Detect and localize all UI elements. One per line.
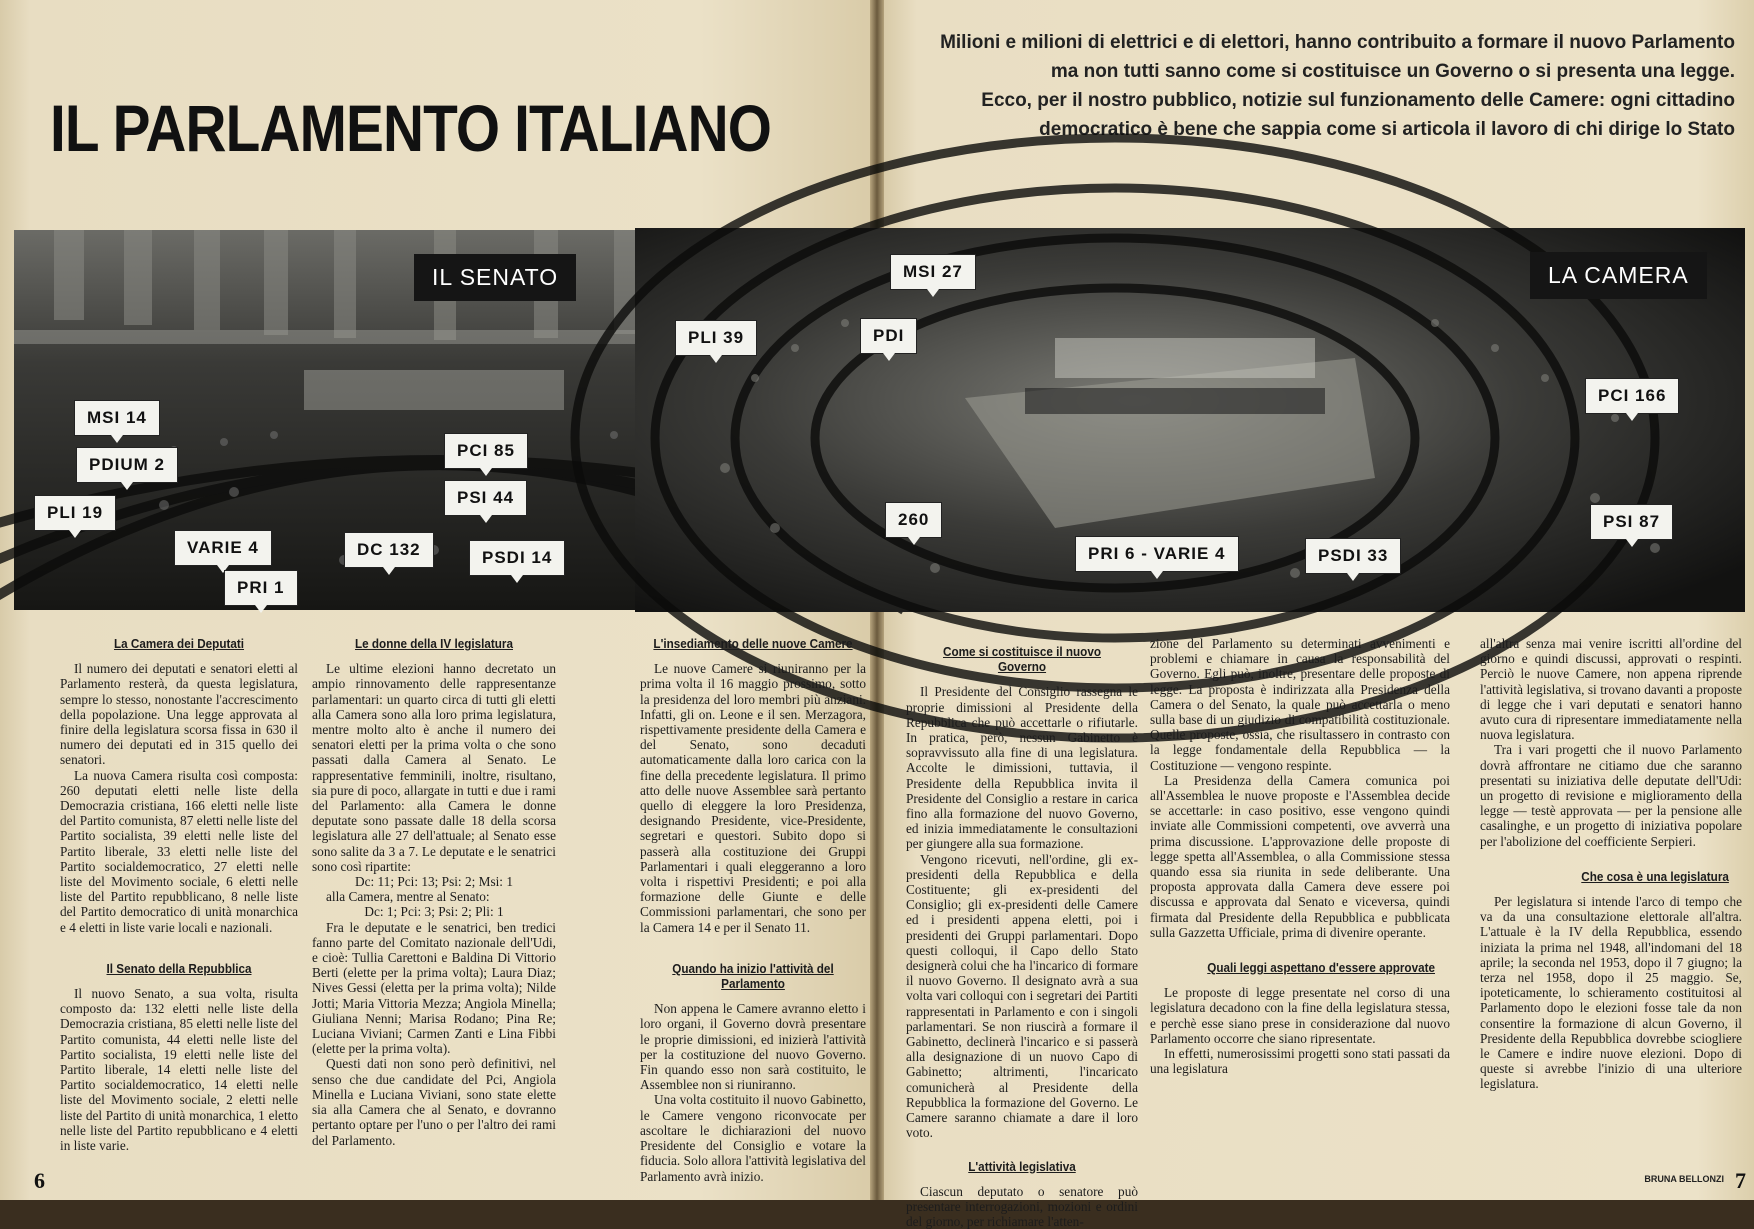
party-tag: PCI 85 [444, 433, 528, 469]
intro-line: Milioni e milioni di elettrici e di elettori, hanno contribuito a formare il nuovo Parlamento [940, 32, 1735, 53]
paragraph: Le ultime elezioni hanno decretato un ampio rinnovamento delle rappresentanze parlamentari: un quarto circa di tutti gli eletti alla Camera sono alla loro prima legislatura, mentre molto alto è anche il numero dei senatori eletti per la prima volta o che sono passati dalla Camera al Senato. Le rappresentative femminili, inoltre, risultano, sia pure di poco, allargate in tutti e due i rami del Parlamento: alla Camera le donne deputate sono passate dalle 18 della scorsa legislatura alle 27 dell'attuale; al Senato esse sono salite da 3 a 7. Le deputate e le senatrici sono così ripartite: [312, 661, 556, 874]
paragraph: In effetti, numerosissimi progetti sono stati passati da una legislatura [1150, 1046, 1450, 1077]
paragraph: Vengono ricevuti, nell'ordine, gli ex-presidenti della Repubblica e della Costituente; gli ex-presidenti del Consiglio; gli ex-presidenti delle Camere ed i presidenti appena eletti, poi i presidenti dei Gruppi parlamentari. Dopo questi colloqui, il Capo dello Stato designerà colui che ha l'incarico di formare il nuovo Governo. Il designato avrà a sua volta vari colloqui con i segretari dei Partiti rappresentati in Parlamento e con i singoli parlamentari. Se non riuscirà a formare il Gabinetto, declinerà l'incarico e si passerà alla designazione di un nuovo Capo di Gabinetto; altrimenti, l'incaricato comunicherà al Presidente della Repubblica la formazione del Governo. Le Camere saranno chiamate a dare il loro voto. [906, 851, 1138, 1141]
column-camera-deputati [60, 628, 298, 1153]
intro-text [905, 28, 1735, 144]
column-legislatura [1480, 636, 1742, 1092]
party-tag: PSI 44 [444, 480, 527, 516]
paragraph: alla Camera, mentre al Senato: [326, 889, 490, 905]
column-nuovo-governo [906, 636, 1138, 1229]
party-tag: PDIUM 2 [76, 447, 178, 483]
section-heading: Che cosa è una legislatura [1581, 868, 1729, 884]
column-insediamento [640, 628, 866, 1184]
section-heading: La Camera dei Deputati [113, 636, 245, 651]
camera-photo [635, 228, 1745, 612]
paragraph: La Presidenza della Camera comunica poi all'Assemblea le nuove proposte e l'Assemblea decide se accettarle: in caso positivo, esse vengono quindi inviate alle Commissioni competenti, ove avverrà una prima discussione. L'approvazione delle proposte di legge spetta all'Assemblea, o alla Commissione stessa quando essa sia riunita in sede deliberante. Una proposta approvata dalla Camera deve essere poi discussa e approvata dal Senato e viceversa, quindi firmata dal Presidente della Repubblica e pubblicata sulla Gazzetta Ufficiale, prima di divenire operante. [1150, 772, 1450, 940]
paragraph: Tra i vari progetti che il nuovo Parlamento dovrà affrontare ne citiamo due che saranno presentati su iniziativa delle deputate dell'Udi: un progetto di revisione e miglioramento della legge — testè approvata — per la pensione alle casalinghe, e un progetto di iniziativa popolare per l'abolizione del coefficiente Serpieri. [1480, 742, 1742, 849]
party-tag: MSI 27 [890, 254, 976, 290]
senato-label: IL SENATO [414, 254, 576, 301]
ratio-line: Dc: 11; Pci: 13; Psi: 2; Msi: 1 [355, 874, 513, 890]
camera-label: LA CAMERA [1530, 252, 1707, 299]
party-tag: PRI 1 [224, 570, 298, 606]
party-tag: PRI 6 - VARIE 4 [1075, 536, 1239, 572]
column-donne-legislatura [312, 628, 556, 1148]
paragraph: Fra le deputate e le senatrici, ben tredici fanno parte del Comitato nazionale dell'Udi, e cioè: Tullia Carettoni e Baldina Di Vittorio Berti (elette per la prima volta); Laura Diaz; Nives Gessi (eletta per la prima volta); Nilde Jotti; Maria Vittoria Mezza; Angiola Minella; Giuliana Nenni; Marisa Rodano; Pina Re; Luciana Viviani; Carmen Zanti e Lina Fibbi (elette per la prima volta). [312, 919, 556, 1057]
section-heading: Come si costituisce il nuovo Governo [942, 644, 1101, 675]
paragraph: Per legislatura si intende l'arco di tempo che va da una consultazione elettorale all'altra. L'attuale è la IV della Repubblica, essendo iniziata la prima nel 1948, all'indomani del 18 aprile; la seconda nel 1953, dopo il 7 giugno; la terza nel 1958, dopo il 25 maggio. Se, ipoteticamente, lo schieramento costituitosi al Parlamento dopo le elezioni fosse tale da non consentire la formazione di alcun Governo, il Presidente della Repubblica dovrebbe sciogliere le Camere e indire nuove elezioni. Dopo di queste si avrebbe l'inizio di una ulteriore legislatura. [1480, 894, 1742, 1092]
paragraph: zione del Parlamento su determinati avvenimenti e problemi e chiamare in causa la responsabilità del Governo. Egli può, inoltre, presentare delle proposte di legge. La proposta è indirizzata alla Presidenza della Camera o del Senato, la quale può accettarla o meno sulla base di un giudizio di compatibilità costituzionale. Quelle proposte, ossia, che risultassero in contrasto con la legge fondamentale della Repubblica — la Costituzione — vengono respinte. [1150, 636, 1450, 773]
party-tag: PDI [860, 318, 917, 354]
party-tag: PSI 87 [1590, 504, 1673, 540]
intro-line: democratico è bene che sappia come si articola il lavoro di chi dirige lo Stato [1039, 119, 1735, 140]
party-tag: VARIE 4 [174, 530, 272, 566]
author-byline: BRUNA BELLONZI [1644, 1174, 1724, 1184]
section-heading: L'insediamento delle nuove Camere [653, 636, 853, 651]
paragraph: Il nuovo Senato, a sua volta, risulta composto da: 132 eletti nelle liste della Democrazia cristiana, 85 eletti nelle liste del Partito comunista, 44 eletti nelle liste del Partito socialista, 19 eletti nelle liste del Partito liberale, 14 eletti nelle liste del Partito socialdemocratico, 14 eletti nelle liste del Movimento sociale, 2 eletti nelle liste del Partito di unità monarchica, 1 eletto nelle liste del Partito repubblicano e 4 eletti in liste varie. [60, 986, 298, 1154]
paragraph: La nuova Camera risulta così composta: 260 deputati eletti nelle liste della Democrazia cristiana, 166 eletti nelle liste del Partito comunista, 87 eletti nelle liste del Partito socialista, 39 eletti nelle liste del Partito liberale, 33 eletti nelle liste del Partito socialdemocratico, 27 eletti nelle liste del Movimento sociale, 6 eletti nelle liste del Partito repubblicano, 8 nelle liste del Partito democratico di unità monarchica e 4 eletti in liste varie locali e nazionali. [60, 767, 298, 935]
party-tag: 260 [885, 502, 942, 538]
page-title: IL PARLAMENTO ITALIANO [50, 91, 772, 165]
paragraph: Il numero dei deputati e senatori eletti al Parlamento resterà, da questa legislatura, sempre lo stesso, nonostante l'accrescimento della popolazione. Una legge approvata al finire della legislatura scorsa fissa in 630 il numero dei deputati ed in 315 quello dei senatori. [60, 661, 298, 768]
paragraph: Ciascun deputato o senatore può presentare interrogazioni, mozioni e ordini del giorno, per richiamare l'atten- [906, 1183, 1138, 1229]
party-tag: PCI 166 [1585, 378, 1679, 414]
paragraph: Questi dati non sono però definitivi, nel senso che due candidate del Pci, Angiola Minella e Luciana Viviani, sono state elette sia alla Camera che al Senato, e dovranno pertanto optare per l'uno o per l'altro dei rami del Parlamento. [312, 1056, 556, 1148]
party-tag: DC 132 [344, 532, 434, 568]
party-tag: PSDI 33 [1305, 538, 1401, 574]
section-heading: Quando ha inizio l'attività del Parlamento [672, 960, 834, 992]
section-heading: Il Senato della Repubblica [106, 960, 252, 976]
section-heading: Le donne della IV legislatura [354, 636, 513, 651]
paragraph: Le nuove Camere si riuniranno per la prima volta il 16 maggio prossimo, sotto la presidenza del loro membri più anziani. Infatti, gli on. Leone e il sen. Merzagora, rispettivamente presidente della Camera e del Senato, sono decaduti automaticamente dalla loro carica con la fine della precedente legislatura. Il primo atto delle nuove Assemblee sarà pertanto quello di eleggere la loro Presidenza, designando Presidente, vice-Presidente, segretari e questori. Subito dopo si passerà alla costituzione dei Gruppi Parlamentari i quali eleggeranno a loro volta i rispettivi Presidenti; e poi alla formazione delle Giunte e delle Commissioni parlamentari, che sono per la Camera 14 e per il Senato 11. [640, 661, 866, 935]
intro-line: ma non tutti sanno come si costituisce un Governo o si presenta una legge. [1050, 61, 1735, 82]
party-tag: PLI 39 [675, 320, 757, 356]
section-heading: Quali leggi aspettano d'essere approvate [1207, 960, 1435, 976]
section-heading: L'attività legislativa [968, 1158, 1076, 1174]
column-attivita-legislativa [1150, 636, 1450, 1076]
ratio-line: Dc: 1; Pci: 3; Psi: 2; Pli: 1 [364, 904, 504, 920]
intro-line: Ecco, per il nostro pubblico, notizie sul funzionamento delle Camere: ogni cittadino [981, 90, 1735, 111]
paragraph: Le proposte di legge presentate nel corso di una legislatura decadono con la fine della legislatura stessa, e perchè esse siano prese in considerazione dal nuovo Parlamento occorre che siano ripresentate. [1150, 985, 1450, 1046]
party-tag: PSDI 14 [469, 540, 565, 576]
paragraph: Non appena le Camere avranno eletto i loro organi, il Governo dovrà presentare le proprie dimissioni, ed inizierà l'attività per la costituzione del nuovo Governo. Fin quando esso non sarà costituito, le Assemblee non si riuniranno. [640, 1001, 866, 1093]
paragraph: Il Presidente del Consiglio rassegna le proprie dimissioni al Presidente della Repubblica che può accettarle o rifiutarle. In pratica, però, nessun Gabinetto è sopravvissuto alla fine di una legislatura. Accolte le dimissioni, tuttavia, il Presidente della Repubblica invita il Presidente del Consiglio a restare in carica fino alla formazione del nuovo Governo, ed inizia immediatamente le consultazioni per giungere alla sua formazione. [906, 684, 1138, 852]
party-tag: PLI 19 [34, 495, 116, 531]
party-tag: MSI 14 [74, 400, 160, 436]
page-number-left: 6 [34, 1168, 45, 1193]
page-number-right: 7 [1735, 1168, 1746, 1193]
paragraph: all'altra senza mai venire iscritti all'ordine del giorno e quindi discussi, approvati o respinti. Perciò le nuove Camere, non appena riprende l'attività legislativa, si trovano davanti a proposte di legge che i vari deputati e senatori hanno avuto cura di ripresentare immediatamente nella nuova legislatura. [1480, 636, 1742, 743]
paragraph: Una volta costituito il nuovo Gabinetto, le Camere vengono riconvocate per ascoltare le dichiarazioni del nuovo Presidente del Consiglio e votare la fiducia. Solo allora l'attività legislativa del Parlamento avrà inizio. [640, 1092, 866, 1184]
